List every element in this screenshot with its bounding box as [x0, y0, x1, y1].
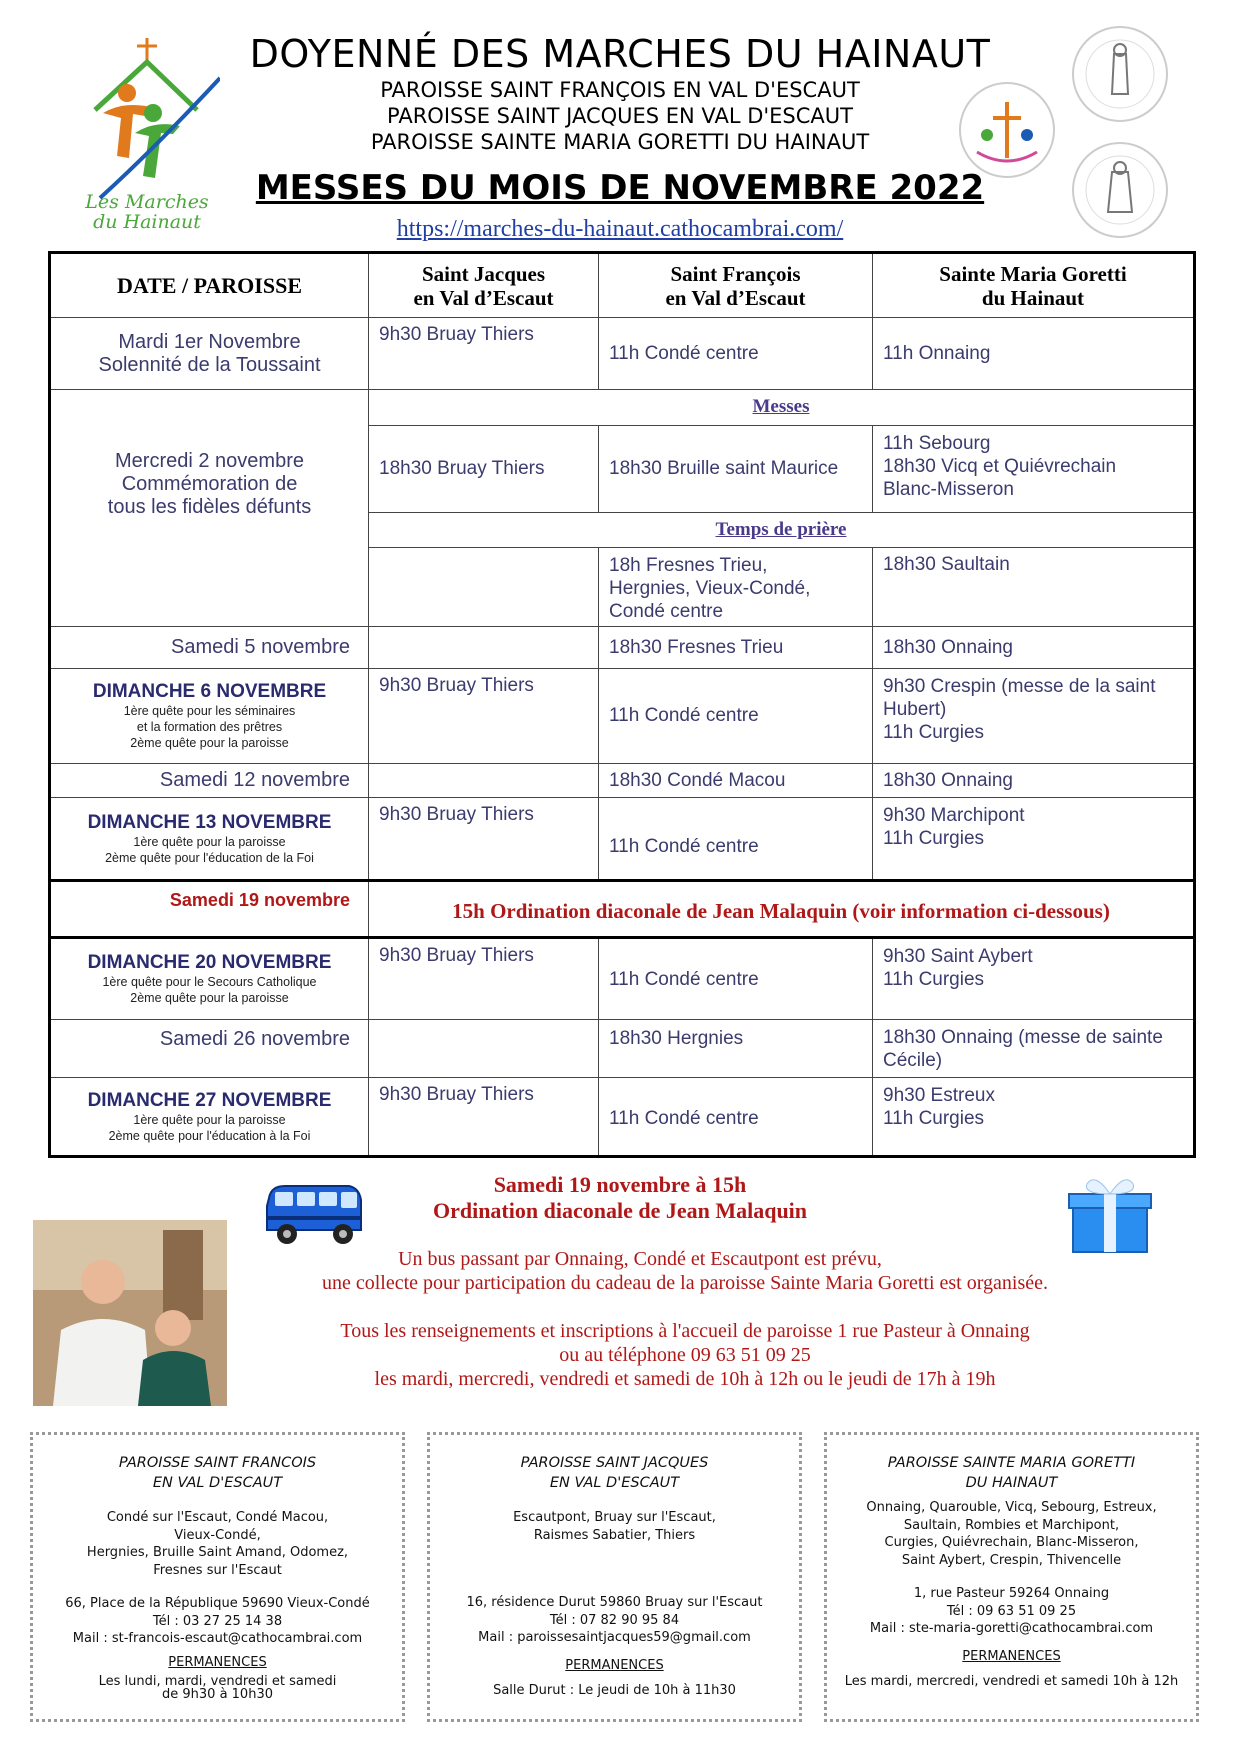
event-line: Un bus passant par Onnaing, Condé et Escautpont est prévu, — [398, 1248, 882, 1270]
jean-malaquin-photo — [33, 1220, 227, 1406]
footer-tel: Tél : 03 27 25 14 38 — [152, 1613, 283, 1629]
footer-permanences-label: PERMANENCES — [565, 1657, 664, 1673]
footer-permanences: Salle Durut : Le jeudi de 10h à 11h30 — [493, 1683, 736, 1698]
table-row — [51, 317, 1193, 389]
footer-towns: Condé sur l'Escaut, Condé Macou, — [106, 1510, 329, 1525]
row-date: DIMANCHE 13 NOVEMBRE 1ère quête pour la paroisse 2ème quête pour l'éducation de la Foi — [87, 811, 332, 865]
cell-sainte-maria-goretti: 18h30 Onnaing — [872, 764, 1193, 797]
cell-saint-francois: 18h30 Bruille saint Maurice — [598, 426, 872, 512]
row-date: Samedi 12 novembre — [159, 769, 350, 791]
page-title: DOYENNÉ DES MARCHES DU HAINAUT — [249, 32, 991, 76]
footer-towns: Onnaing, Quarouble, Vicq, Sebourg, Estreux, — [866, 1500, 1157, 1515]
footer-towns: Fresnes sur l'Escaut — [153, 1562, 282, 1578]
cell-sainte-maria-goretti: 9h30 Crespin (messe de la saint Hubert) 11h Curgies — [872, 669, 1193, 763]
bus-icon — [261, 1180, 366, 1250]
cell-saint-jacques: 9h30 Bruay Thiers — [368, 939, 598, 1019]
row-date: DIMANCHE 6 NOVEMBRE 1ère quête pour les séminaires et la formation des prêtres 2ème quête pour la paroisse — [92, 681, 327, 750]
cell-saint-jacques — [368, 548, 598, 627]
parish-line-1: PAROISSE SAINT FRANÇOIS EN VAL D'ESCAUT — [380, 78, 860, 102]
event-title-2: Ordination diaconale de Jean Malaquin — [432, 1198, 808, 1223]
footer-title: PAROISSE SAINTE MARIA GORETTI — [887, 1455, 1136, 1471]
row-date: Mercredi 2 novembre Commémoration de tous les fidèles défunts — [107, 450, 312, 518]
cell-sainte-maria-goretti: 9h30 Estreux 11h Curgies — [872, 1078, 1193, 1155]
table-row — [51, 1077, 1193, 1155]
footer-permanences-label: PERMANENCES — [168, 1654, 267, 1670]
header-date: DATE / PAROISSE — [116, 272, 302, 298]
cell-saint-jacques — [368, 764, 598, 797]
logo-text-line2: du Hainaut — [93, 211, 201, 233]
footer-towns: Hergnies, Bruille Saint Amand, Odomez, — [86, 1545, 349, 1560]
cell-saint-jacques — [368, 627, 598, 668]
cell-saint-francois: 11h Condé centre — [598, 318, 872, 389]
cell-sainte-maria-goretti: 18h30 Onnaing (messe de sainte Cécile) — [872, 1020, 1193, 1077]
footer-box-saint-jacques — [427, 1432, 802, 1722]
event-line: les mardi, mercredi, vendredi et samedi de 10h à 12h ou le jeudi de 17h à 19h — [374, 1368, 996, 1390]
cell-saint-francois: 11h Condé centre — [598, 669, 872, 763]
footer-towns: Escautpont, Bruay sur l'Escaut, — [513, 1510, 716, 1525]
header-saint-francois: Saint François en Val d’Escaut — [598, 254, 872, 317]
cell-saint-francois: 11h Condé centre — [598, 798, 872, 879]
cell-saint-jacques — [368, 1020, 598, 1077]
cell-saint-jacques: 9h30 Bruay Thiers — [368, 669, 598, 763]
footer-box-sainte-maria-goretti — [824, 1432, 1199, 1722]
footer-permanences-label: PERMANENCES — [962, 1648, 1061, 1664]
footer-title: PAROISSE SAINT JACQUES — [520, 1455, 709, 1471]
footer-tel: Tél : 09 63 51 09 25 — [946, 1603, 1077, 1619]
table-header-row — [51, 254, 1193, 317]
table-row — [51, 763, 1193, 797]
band-temps-de-priere: Temps de prière — [368, 512, 1193, 548]
logo-text-line1: Les Marches — [85, 191, 209, 213]
footer-address: 1, rue Pasteur 59264 Onnaing — [913, 1586, 1110, 1601]
cell-sainte-maria-goretti: 18h30 Onnaing — [872, 627, 1193, 668]
footer-towns: Curgies, Quiévrechain, Blanc-Misseron, — [884, 1535, 1139, 1550]
row-date: DIMANCHE 20 NOVEMBRE 1ère quête pour le Secours Catholique 2ème quête pour la paroisse — [87, 952, 332, 1005]
parish-line-2: PAROISSE SAINT JACQUES EN VAL D'ESCAUT — [387, 104, 853, 128]
row-date: Samedi 5 novembre — [171, 636, 350, 658]
ordination-event-cell: 15h Ordination diaconale de Jean Malaquin (voir information ci-dessous) — [368, 882, 1193, 936]
footer-title: EN VAL D'ESCAUT — [152, 1475, 283, 1491]
cell-saint-jacques: 9h30 Bruay Thiers — [368, 1078, 598, 1155]
month-title: MESSES DU MOIS DE NOVEMBRE 2022 — [255, 168, 985, 208]
table-row — [51, 668, 1193, 763]
table-row — [51, 879, 1193, 939]
header-sainte-maria-goretti: Sainte Maria Goretti du Hainaut — [872, 254, 1193, 317]
footer-mail[interactable]: Mail : ste-maria-goretti@cathocambrai.com — [869, 1621, 1154, 1636]
row-date: Samedi 26 novembre — [159, 1028, 350, 1050]
footer-mail[interactable]: Mail : st-francois-escaut@cathocambrai.com — [72, 1631, 363, 1646]
cell-sainte-maria-goretti: 11h Sebourg 18h30 Vicq et Quiévrechain Blanc-Misseron — [872, 426, 1193, 512]
band-messes: Messes — [368, 390, 1193, 426]
website-link[interactable]: https://marches-du-hainaut.cathocambrai.com/ — [396, 216, 844, 242]
parish-line-3: PAROISSE SAINTE MARIA GORETTI DU HAINAUT — [370, 130, 870, 154]
row-date: Samedi 19 novembre — [169, 890, 350, 910]
footer-address: 16, résidence Durut 59860 Bruay sur l'Escaut — [466, 1595, 763, 1610]
footer-address: 66, Place de la République 59690 Vieux-Condé — [65, 1596, 370, 1611]
row-date: DIMANCHE 27 NOVEMBRE 1ère quête pour la paroisse 2ème quête pour l'éducation à la Foi — [87, 1089, 332, 1143]
cell-sainte-maria-goretti: 9h30 Marchipont 11h Curgies — [872, 798, 1193, 879]
sainte-maria-goretti-seal-icon — [1070, 140, 1170, 240]
cell-saint-francois: 18h Fresnes Trieu, Hergnies, Vieux-Condé, Condé centre — [598, 548, 872, 627]
gift-icon — [1065, 1170, 1155, 1255]
table-row — [51, 939, 1193, 1019]
footer-towns: Vieux-Condé, — [174, 1527, 261, 1543]
footer-title: EN VAL D'ESCAUT — [549, 1475, 680, 1491]
cell-saint-jacques: 9h30 Bruay Thiers — [368, 318, 598, 389]
table-row — [51, 389, 1193, 626]
footer-permanences: Les mardi, mercredi, vendredi et samedi 10h à 12h — [844, 1674, 1179, 1689]
header-saint-jacques: Saint Jacques en Val d’Escaut — [368, 254, 598, 317]
cell-saint-francois: 18h30 Hergnies — [598, 1020, 872, 1077]
footer-permanences: de 9h30 à 10h30 — [162, 1687, 273, 1702]
saint-francois-seal-icon — [1070, 24, 1170, 124]
cell-saint-jacques: 9h30 Bruay Thiers — [368, 798, 598, 879]
footer-towns: Saint Aybert, Crespin, Thivencelle — [901, 1552, 1122, 1568]
row-date: Mardi 1er Novembre Solennité de la Toussaint — [98, 330, 321, 376]
footer-title: DU HAINAUT — [965, 1475, 1058, 1491]
footer-title: PAROISSE SAINT FRANCOIS — [118, 1455, 317, 1471]
table-row — [51, 797, 1193, 879]
footer-permanences: Les lundi, mardi, vendredi et samedi — [98, 1674, 337, 1689]
cell-sainte-maria-goretti: 11h Onnaing — [872, 318, 1193, 389]
event-line: Tous les renseignements et inscriptions à l'accueil de paroisse 1 rue Pasteur à Onnaing — [340, 1320, 1030, 1342]
table-row — [51, 1019, 1193, 1077]
cell-saint-jacques: 18h30 Bruay Thiers — [368, 426, 598, 512]
footer-towns: Raismes Sabatier, Thiers — [533, 1527, 696, 1543]
saint-jacques-seal-icon — [957, 80, 1057, 180]
event-title-1: Samedi 19 novembre à 15h — [493, 1172, 747, 1197]
footer-tel: Tél : 07 82 90 95 84 — [549, 1612, 680, 1628]
table-row — [51, 626, 1193, 668]
footer-box-saint-francois — [30, 1432, 405, 1722]
cell-saint-francois: 18h30 Condé Macou — [598, 764, 872, 797]
cell-sainte-maria-goretti: 18h30 Saultain — [872, 548, 1193, 627]
footer-towns: Saultain, Rombies et Marchipont, — [903, 1517, 1120, 1533]
cell-saint-francois: 18h30 Fresnes Trieu — [598, 627, 872, 668]
footer-mail[interactable]: Mail : paroissesaintjacques59@gmail.com — [478, 1630, 751, 1645]
cell-saint-francois: 11h Condé centre — [598, 939, 872, 1019]
cell-saint-francois: 11h Condé centre — [598, 1078, 872, 1155]
mass-schedule-table — [48, 251, 1196, 1158]
cell-sainte-maria-goretti: 9h30 Saint Aybert 11h Curgies — [872, 939, 1193, 1019]
event-line: une collecte pour participation du cadeau de la paroisse Sainte Maria Goretti est organisée. — [321, 1272, 1049, 1294]
event-line: ou au téléphone 09 63 51 09 25 — [559, 1344, 811, 1366]
